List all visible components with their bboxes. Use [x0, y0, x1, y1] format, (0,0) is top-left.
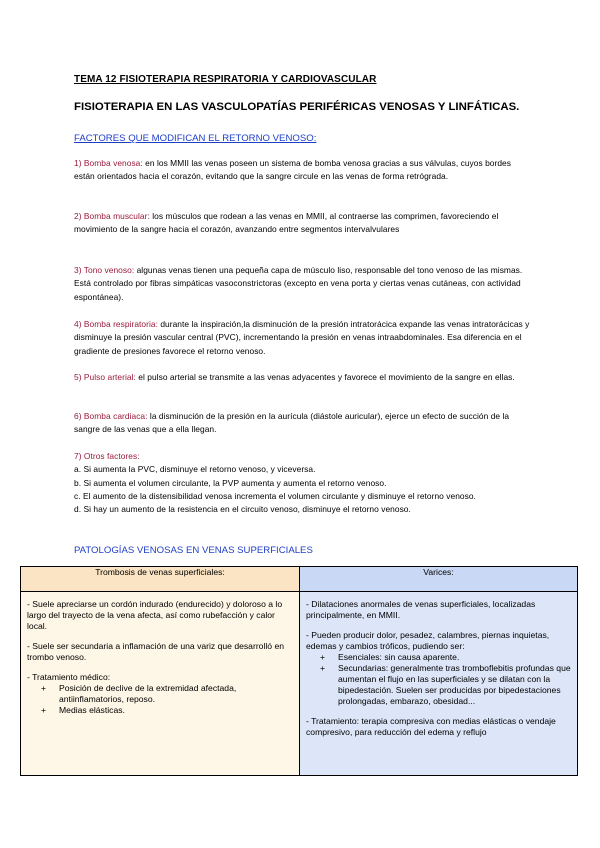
factor-label: 4) Bomba respiratoria: — [74, 319, 158, 329]
trombosis-text: - Suele ser secundaria a inflamación de una variz que desarrolló en trombo venoso. — [27, 641, 285, 662]
trombosis-treatment-list — [27, 683, 295, 716]
factor-label: 3) Tono venoso: — [74, 265, 135, 275]
other-factor-item: c. El aumento de la distensibilidad venosa incrementa el volumen circulante y disminuye el retorno venoso. — [74, 490, 476, 501]
factor-paragraph — [74, 371, 534, 384]
factor-paragraph — [74, 410, 534, 437]
document-subtitle: FISIOTERAPIA EN LAS VASCULOPATÍAS PERIFÉRICAS VENOSAS Y LINFÁTICAS. — [74, 101, 520, 113]
section-heading-factores: FACTORES QUE MODIFICAN EL RETORNO VENOSO: — [74, 133, 317, 144]
other-factors-label: 7) Otros factores: — [74, 451, 140, 461]
factor-label: 6) Bomba cardiaca: — [74, 411, 148, 421]
pathology-table — [20, 566, 578, 776]
trombosis-text: - Tratamiento médico: — [27, 672, 111, 682]
factor-text: algunas venas tienen una pequeña capa de músculo liso, responsable del tono venoso de las mismas. Está controlado por fibras simpáticas vasoconstrictoras (excepto en vena porta y ciertas venas cutáneas, con actividad espontánea). — [74, 265, 523, 302]
table-header-varices: Varices: — [300, 567, 578, 592]
other-factors — [74, 450, 534, 516]
list-item: + Secundarias: generalmente tras tromboflebitis profundas que aumentan el flujo en las superficiales y se dilatan con la bipedestación. Suelen ser producidas por bipedestaciones prolongadas, embarazo, obesidad... — [320, 663, 571, 706]
bullet-plus-icon: + — [41, 705, 47, 715]
factor-text: durante la inspiración,la disminución de la presión intratorácica expande las venas intratorácicas y disminuye la presión vascular central (PVC), incrementando la presión en venas intraabdominales. Esa diferencia en el gradiente de presiones favorece el retorno venoso. — [74, 319, 530, 356]
document-title: TEMA 12 FISIOTERAPIA RESPIRATORIA Y CARDIOVASCULAR — [74, 74, 377, 85]
bullet-plus-icon: + — [320, 652, 326, 662]
factor-label: 1) Bomba venosa: — [74, 158, 143, 168]
varices-text: - Dilataciones anormales de venas superficiales, localizadas principalmente, en MMII. — [306, 599, 536, 620]
factor-text: la disminución de la presión en la aurícula (diástole auricular), ejerce un efecto de succión de la sangre de las venas que a ella llegan. — [74, 411, 510, 435]
factor-label: 5) Pulso arterial: — [74, 372, 136, 382]
trombosis-text: - Suele apreciarse un cordón indurado (endurecido) y doloroso a lo largo del trayecto de la vena afecta, así como rubefacción y calor local. — [27, 599, 283, 631]
factor-text: el pulso arterial se transmite a las venas adyacentes y favorece el movimiento de la sangre en ellas. — [135, 372, 515, 382]
varices-text: - Tratamiento: terapia compresiva con medias elásticas o vendaje compresivo, para reducción del edema y reflujo — [306, 716, 556, 737]
list-item: + Posición de declive de la extremidad afectada, antiinflamatorios, reposo. — [41, 683, 237, 704]
varices-cell — [300, 592, 578, 776]
list-item: + Medias elásticas. — [41, 705, 125, 715]
other-factor-item: d. Si hay un aumento de la resistencia en el circuito venoso, disminuye el retorno venoso. — [74, 504, 411, 515]
factor-paragraph — [74, 264, 534, 304]
factor-paragraph — [74, 210, 534, 237]
factor-text: los músculos que rodean a las venas en MMII, al contraerse las comprimen, favoreciendo el movimiento de la sangre hacia el corazón, avanzando entre segmentos intervalvulares — [74, 211, 499, 235]
factor-text: en los MMII las venas poseen un sistema de bomba venosa gracias a sus válvulas, cuyos bordes están orientados hacia el corazón, evitando que la sangre circule en las venas de forma retrógrada. — [74, 158, 512, 182]
bullet-plus-icon: + — [41, 683, 47, 693]
varices-text: - Pueden producir dolor, pesadez, calambres, piernas inquietas, edemas y cambios tróficos, pudiendo ser: — [306, 630, 550, 651]
other-factor-item: b. Si aumenta el volumen circulante, la PVP aumenta y aumenta el retorno venoso. — [74, 477, 387, 488]
list-item: + Esenciales: sin causa aparente. — [320, 652, 460, 662]
factor-paragraph — [74, 318, 534, 358]
bullet-plus-icon: + — [320, 663, 326, 673]
table-header-trombosis: Trombosis de venas superficiales: — [21, 567, 300, 592]
section-heading-patologias: PATOLOGÍAS VENOSAS EN VENAS SUPERFICIALES — [74, 545, 313, 556]
trombosis-cell — [21, 592, 300, 776]
other-factor-item: a. Si aumenta la PVC, disminuye el retorno venoso, y viceversa. — [74, 464, 316, 475]
factor-paragraph — [74, 157, 534, 184]
factor-label: 2) Bomba muscular: — [74, 211, 150, 221]
varices-type-list — [306, 652, 573, 707]
